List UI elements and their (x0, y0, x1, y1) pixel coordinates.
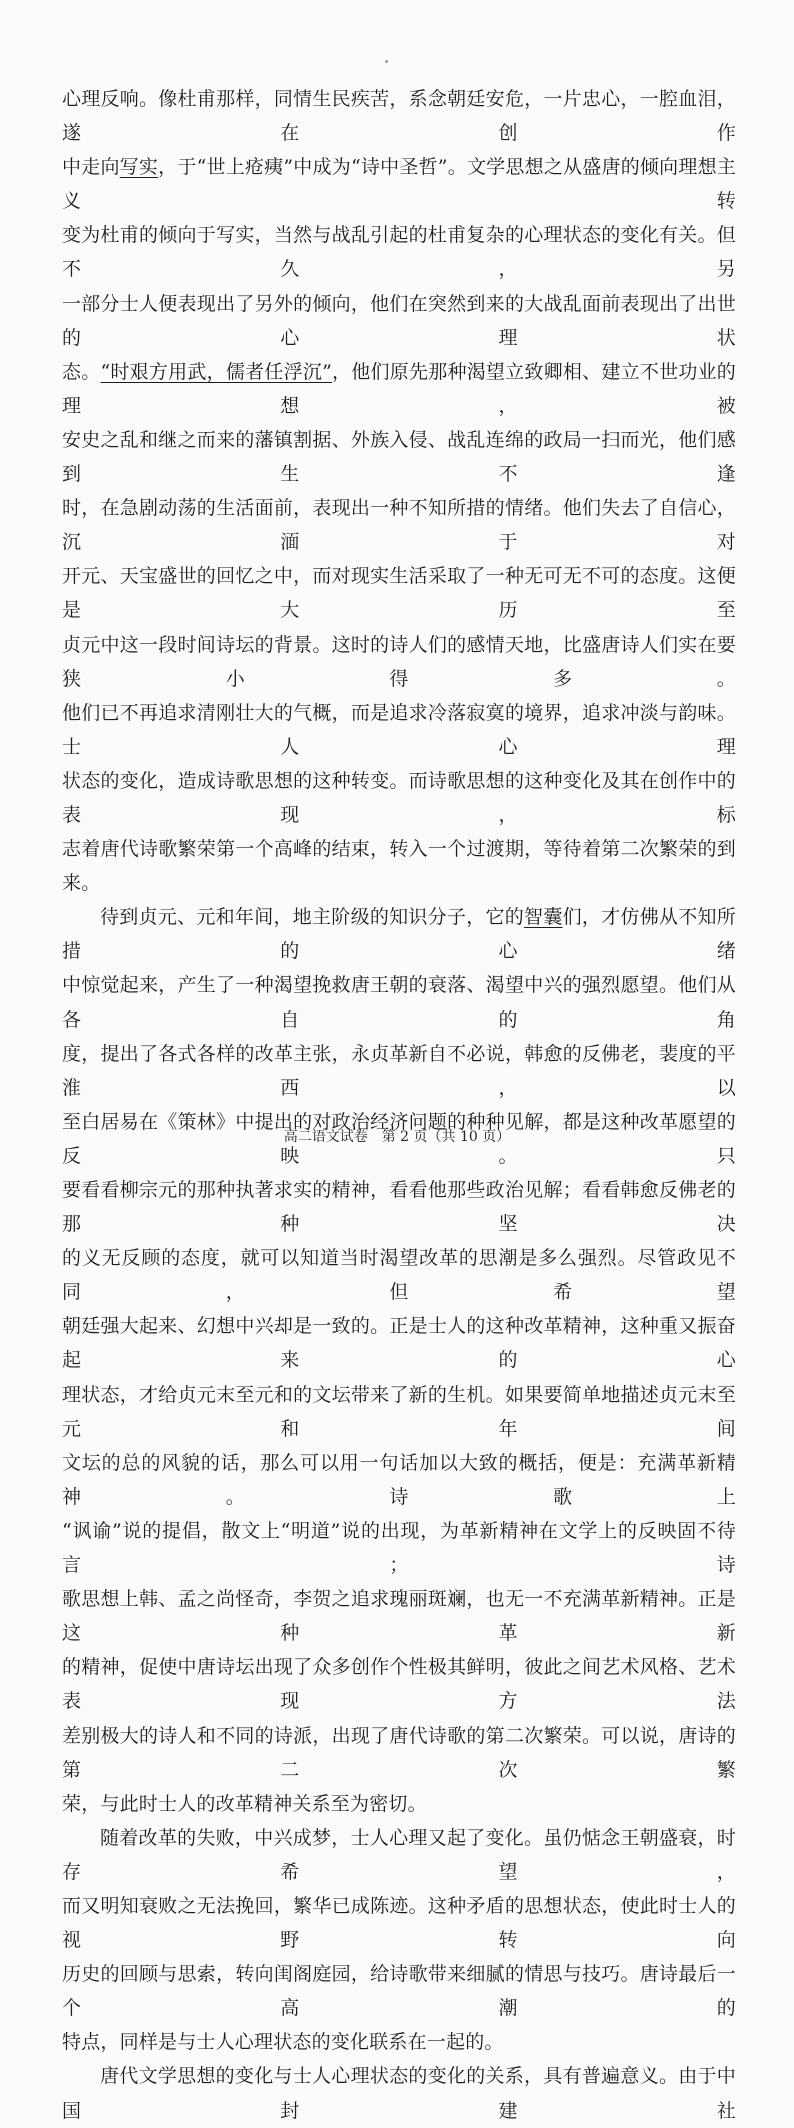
text-run: 随着改革的失败，中兴成梦，士人心理又起了变化。虽仍惦念王朝盛衰，时存希望， (62, 1826, 736, 1883)
text-line (62, 764, 736, 832)
text-run: “讽谕”说的提倡，散文上“明道”说的出现，为革新精神在文学上的反映固不待言；诗 (62, 1519, 736, 1577)
text-run: 心理反响。像杜甫那样，同情生民疾苦，系念朝廷安危，一片忠心，一腔血泪，遂在创作 (62, 88, 736, 145)
text-run: 时，在急剧动荡的生活面前，表现出一种不知所措的情绪。他们失去了自信心，沉湎于对 (62, 497, 736, 554)
text-run: 志着唐代诗歌繁荣第一个高峰的结束，转入一个过渡期，等待着第二次繁荣的到来。 (62, 838, 736, 895)
text-line (62, 1173, 736, 1241)
text-line (62, 423, 736, 491)
paragraph (62, 2059, 736, 2127)
text-run: 文坛的总的风貌的话，那么可以用一句话加以大致的概括，便是：充满革新精神。诗歌上 (62, 1451, 736, 1508)
text-line (62, 559, 736, 627)
text-line (62, 491, 736, 559)
text-run: 他们已不再追求清刚壮大的气概，而是追求冷落寂寞的境界，追求冲淡与韵味。士人心理 (62, 701, 736, 758)
text-line (62, 1582, 736, 1650)
text-line (62, 355, 736, 423)
text-line (62, 1514, 736, 1582)
paragraph (62, 900, 736, 1821)
text-run: 要看看柳宗元的那种执著求实的精神，看看他那些政治见解；看看韩愈反佛老的那种坚决 (62, 1179, 736, 1236)
underlined-term: 智囊 (524, 906, 563, 929)
text-run: 态。 (62, 360, 101, 383)
text-run: 而又明知衰败之无法挽回，繁华已成陈迹。这种矛盾的思想状态，使此时士人的视野转向 (62, 1894, 736, 1952)
text-line (62, 900, 736, 968)
text-line (62, 1787, 736, 1821)
underlined-term: 写实 (119, 156, 159, 179)
text-line (62, 287, 736, 355)
text-run: 状态的变化，造成诗歌思想的这种转变。而诗歌思想的这种变化及其在创作中的表现，标 (62, 769, 736, 826)
scan-dot (385, 60, 388, 63)
text-line (62, 1957, 736, 2025)
text-run: 差别极大的诗人和不同的诗派，出现了唐代诗歌的第二次繁荣。可以说，唐诗的第二次繁 (62, 1724, 736, 1781)
text-line (62, 1446, 736, 1514)
text-line (62, 1378, 736, 1446)
text-run: 的精神，促使中唐诗坛出现了众多创作个性极其鲜明，彼此之间艺术风格、艺术表现方法 (62, 1656, 736, 1713)
text-run: 中惊觉起来，产生了一种渴望挽救唐王朝的衰落、渴望中兴的强烈愿望。他们从各自的角 (62, 974, 736, 1031)
text-line (62, 2025, 736, 2059)
text-run: 至白居易在《策林》中提出的对政治经济问题的种种见解，都是这种改革愿望的反映。只 (62, 1110, 736, 1167)
text-line (62, 696, 736, 764)
text-run: 一部分士人便表现出了另外的倾向，他们在突然到来的大战乱面前表现出了出世的心理状 (62, 292, 736, 349)
text-line (62, 2059, 736, 2127)
text-line (62, 1889, 736, 1957)
text-run: 荣，与此时士人的改革精神关系至为密切。 (62, 1792, 427, 1815)
text-run: 变为杜甫的倾向于写实，当然与战乱引起的杜甫复杂的心理状态的变化有关。但不久，另 (62, 224, 736, 281)
text-line (62, 1241, 736, 1309)
text-line (62, 218, 736, 286)
text-run: 们，才仿佛从不知所措的心绪 (62, 906, 737, 963)
underlined-term: “时艰方用武，儒者任浮沉” (100, 360, 332, 383)
text-run: ，他们原先那种渴望立致卿相、建立不世功业的理想，被 (62, 360, 737, 417)
text-run: 的义无反顾的态度，就可以知道当时渴望改革的思潮是多么强烈。尽管政见不同，但希望 (62, 1247, 736, 1304)
text-line (62, 150, 736, 218)
text-run: 中走向 (62, 156, 120, 179)
text-line (62, 1650, 736, 1718)
text-line (62, 82, 736, 150)
text-run: 朝廷强大起来、幻想中兴却是一致的。正是士人的这种改革精神，这种重又振奋起来的心 (62, 1315, 736, 1372)
text-run: 贞元中这一段时间诗坛的背景。这时的诗人们的感情天地，比盛唐诗人们实在要狭小得多。 (62, 633, 736, 690)
text-run: 开元、天宝盛世的回忆之中，而对现实生活采取了一种无可无不可的态度。这便是大历至 (62, 565, 736, 622)
text-line (62, 1821, 736, 1889)
text-line (62, 1309, 736, 1377)
text-line (62, 628, 736, 696)
paragraph (62, 82, 736, 900)
text-run: ，于“世上疮痍”中成为“诗中圣哲”。文学思想之从盛唐的倾向理想主义转 (62, 156, 736, 213)
text-run: 唐代文学思想的变化与士人心理状态的变化的关系，具有普遍意义。由于中国封建社 (62, 2065, 736, 2122)
text-line (62, 1037, 736, 1105)
text-run: 理状态，才给贞元末至元和的文坛带来了新的生机。如果要简单地描述贞元末至元和年间 (62, 1383, 736, 1440)
text-run: 歌思想上韩、孟之尚怪奇，李贺之追求瑰丽斑斓，也无一不充满革新精神。正是这种革新 (62, 1588, 736, 1645)
text-run: 度，提出了各式各样的改革主张，永贞革新自不必说，韩愈的反佛老，裴度的平淮西，以 (62, 1042, 736, 1099)
text-run: 待到贞元、元和年间，地主阶级的知识分子，它的 (100, 906, 525, 929)
text-line (62, 1719, 736, 1787)
text-run: 安史之乱和继之而来的藩镇割据、外族入侵、战乱连绵的政局一扫而光，他们感到生不逢 (62, 428, 736, 486)
paragraph (62, 1821, 736, 2060)
text-run: 特点，同样是与士人心理状态的变化联系在一起的。 (62, 2031, 504, 2054)
text-line (62, 968, 736, 1036)
text-run: 历史的回顾与思索，转向闺阁庭园，给诗歌带来细腻的情思与技巧。唐诗最后一个高潮的 (62, 1963, 736, 2020)
page-footer: 高二语文试卷 第 2 页（共 10 页） (283, 1129, 511, 1145)
text-line (62, 832, 736, 900)
document-body (62, 82, 736, 2128)
